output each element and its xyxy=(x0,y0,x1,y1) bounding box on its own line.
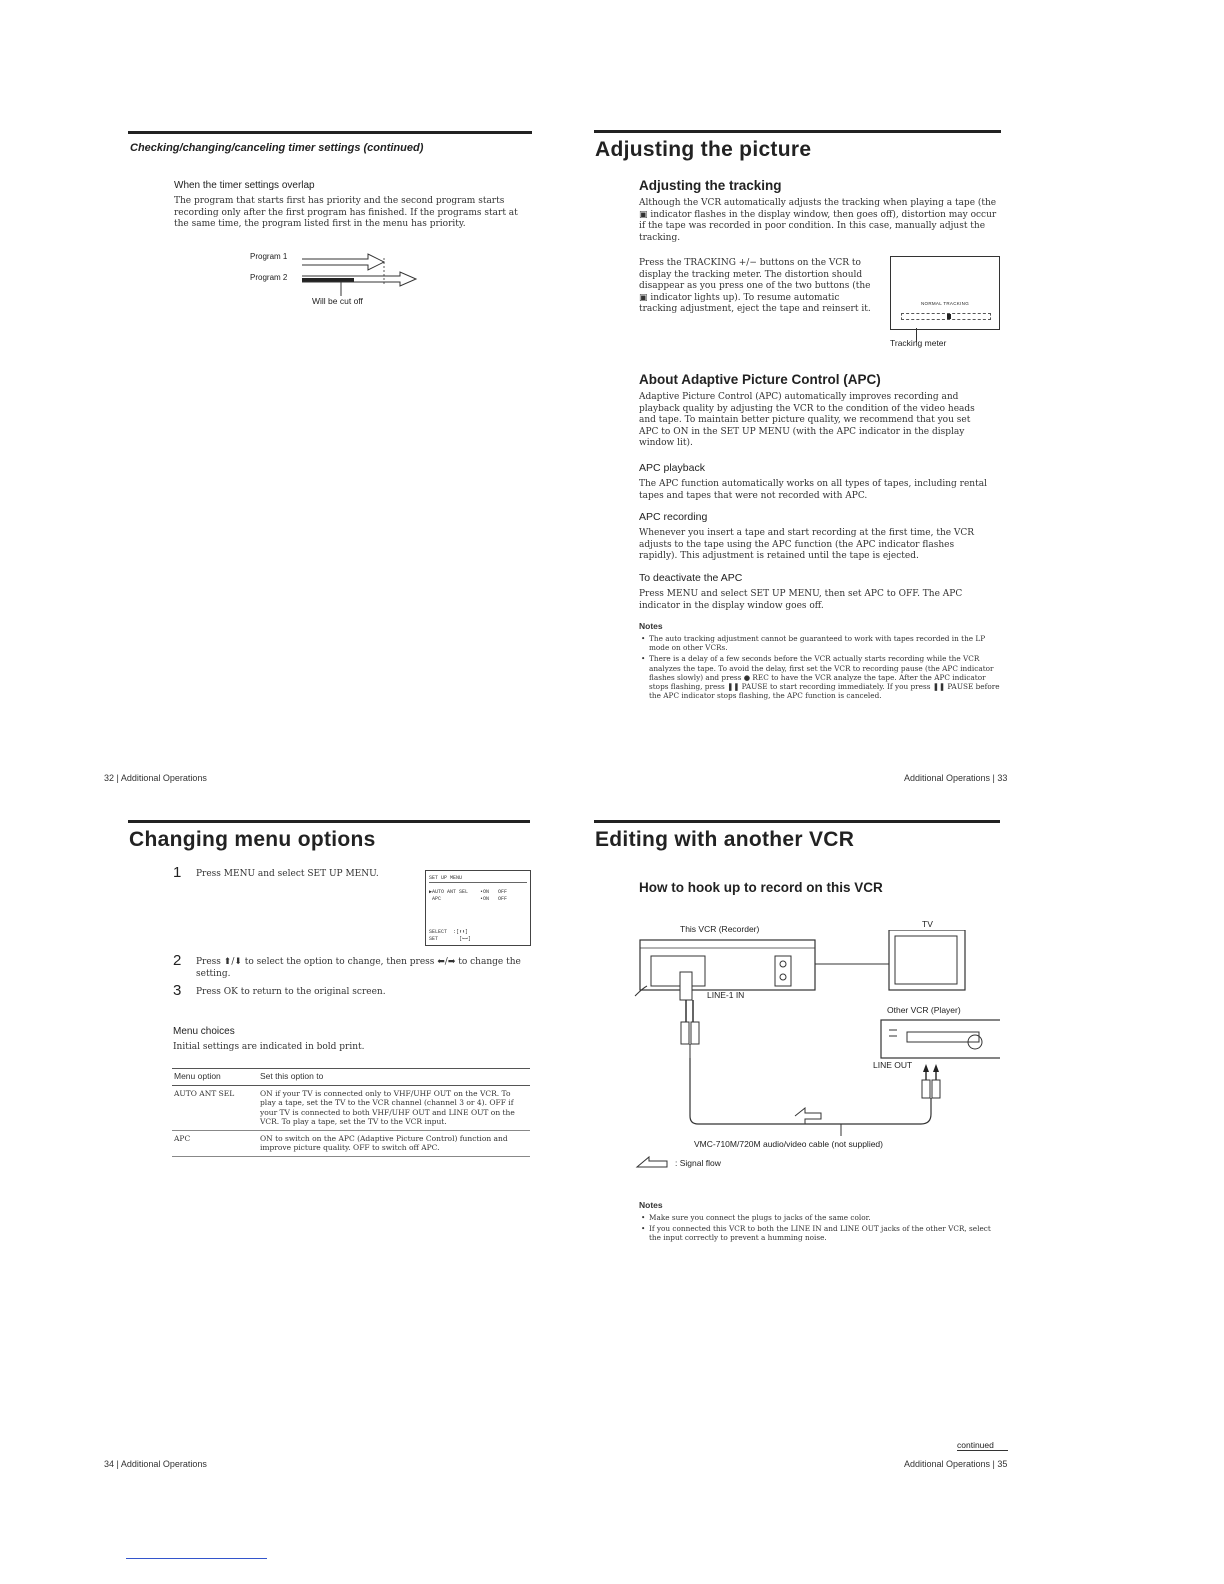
line-out-plugs xyxy=(922,1064,940,1098)
p33-apc-recording-heading: APC recording xyxy=(639,511,708,523)
p35-title: Editing with another VCR xyxy=(595,828,855,851)
table-cell-option: APC xyxy=(172,1130,258,1156)
p33-apc-text: Adaptive Picture Control (APC) automatically improves recording and playback quality by adjusting the VCR to the condition of the video heads and tape. To maintain better picture quality, we recommend that you set APC to ON in the SET UP MENU (with the APC indicator in the display window lit). xyxy=(639,392,975,448)
p34-title-rule xyxy=(128,820,530,823)
signal-flow-legend-icon xyxy=(635,1155,669,1169)
table-header-option: Menu option xyxy=(172,1069,258,1086)
line-in-plugs xyxy=(680,972,699,1058)
tracking-meter-display xyxy=(890,256,1000,330)
p34-menu-choices-text: Initial settings are indicated in bold print. xyxy=(173,1042,365,1052)
p35-other-vcr-label: Other VCR (Player) xyxy=(887,1005,961,1015)
p35-note-2: • If you connected this VCR to both the LINE IN and LINE OUT jacks of the other VCR, select the input correctly to prevent a humming noise. xyxy=(649,1224,997,1242)
p33-meter-caption: Tracking meter xyxy=(890,338,947,348)
p32-program2-label: Program 2 xyxy=(250,273,288,282)
p34-step1-text: Press MENU and select SET UP MENU. xyxy=(196,869,379,879)
p33-title: Adjusting the picture xyxy=(595,138,812,161)
menu-options-table xyxy=(172,1068,530,1157)
p35-signal-flow-label: : Signal flow xyxy=(675,1158,721,1168)
p33-deactivate-heading: To deactivate the APC xyxy=(639,572,743,584)
p33-notes-list xyxy=(641,634,1001,702)
p33-tracking-text2: Press the TRACKING +/− buttons on the VCR to display the tracking meter. The distortion should disappear as you press one of the two buttons (the ▣ indicator lights up). To resume automatic tracking adjustment, eject the tape and reinsert it. xyxy=(639,258,871,314)
p35-line-out-label: LINE OUT xyxy=(873,1060,913,1070)
signal-flow-arrow xyxy=(795,1108,821,1124)
tracking-meter-bar xyxy=(901,313,991,320)
table-row xyxy=(172,1130,530,1156)
p33-note-2: • There is a delay of a few seconds before the VCR actually starts recording while the VCR analyzes the tape. To avoid the delay, first set the VCR to recording pause (the APC indicator flashes slowly) and press ● REC to have the VCR analyze the tape. After the APC indicator stops flashing, press ❚❚ PAUSE to start recording immediately. If you press ❚❚ PAUSE before the APC indicator stops flashing, the APC function is canceled. xyxy=(649,654,1001,700)
p35-vcr-label: This VCR (Recorder) xyxy=(680,924,760,934)
p35-notes-title: Notes xyxy=(639,1200,663,1210)
p33-deactivate-text: Press MENU and select SET UP MENU, then set APC to OFF. The APC indicator in the display window goes off. xyxy=(639,589,963,611)
p33-apc-playback-text: The APC function automatically works on all types of tapes, including rental tapes and tapes that were not recorded with APC. xyxy=(639,479,987,501)
hookup-diagram xyxy=(625,930,1000,1140)
p34-title: Changing menu options xyxy=(129,828,376,851)
table-header-setting: Set this option to xyxy=(258,1069,530,1086)
p33-apc-recording-text: Whenever you insert a tape and start recording at the first time, the VCR adjusts to the tape using the APC function (the APC indicator flashes rapidly). This adjustment is retained until the tape is ejected. xyxy=(639,528,975,561)
p34-menu-choices-heading: Menu choices xyxy=(173,1026,235,1037)
p33-apc-playback-heading: APC playback xyxy=(639,462,705,474)
tracking-meter-marker xyxy=(947,314,951,319)
p32-program1-label: Program 1 xyxy=(250,252,288,261)
p33-tracking-heading: Adjusting the tracking xyxy=(639,178,782,193)
p35-footer: Additional Operations | 35 xyxy=(904,1459,1008,1469)
p32-footer: 32 | Additional Operations xyxy=(104,773,207,783)
player-vcr xyxy=(881,1020,1000,1058)
p35-tv-label: TV xyxy=(922,919,933,929)
setup-menu-screen xyxy=(425,870,531,946)
screen-title: SET UP MENU xyxy=(429,875,463,881)
tracking-meter-label: NORMAL TRACKING xyxy=(920,301,969,306)
screen-row-apc: APC •ON OFF xyxy=(429,896,508,902)
p34-step3-number: 3 xyxy=(173,982,182,999)
p35-title-rule xyxy=(594,820,1000,823)
screen-row-auto-ant: ▶AUTO ANT SEL •ON OFF xyxy=(429,889,508,895)
p35-line-in-label: LINE-1 IN xyxy=(707,990,745,1000)
p35-continued: continued xyxy=(957,1440,1008,1451)
program1-arrow xyxy=(302,254,384,270)
table-cell-setting: ON to switch on the APC (Adaptive Picture Control) function and improve picture quality. OFF to switch off APC. xyxy=(258,1130,530,1156)
screen-set-hint: SET [⬅➡] xyxy=(429,936,472,942)
screen-title-underline xyxy=(429,882,527,883)
p32-header-rule xyxy=(128,131,532,134)
p32-running-header: Checking/changing/canceling timer settings (continued) xyxy=(130,142,424,154)
p33-notes-title: Notes xyxy=(639,621,663,631)
p35-note-1: • Make sure you connect the plugs to jacks of the same color. xyxy=(649,1213,997,1222)
p33-note-1: • The auto tracking adjustment cannot be guaranteed to work with tapes recorded in the LP mode on other VCRs. xyxy=(649,634,1001,652)
cutoff-bar xyxy=(302,278,354,282)
p34-step2-text: Press ⬆/⬇ to select the option to change, then press ⬅/➡ to change the setting. xyxy=(196,957,521,979)
p34-footer: 34 | Additional Operations xyxy=(104,1459,207,1469)
table-cell-setting: ON if your TV is connected only to VHF/UHF OUT on the VCR. To play a tape, set the TV to the VCR channel (channel 3 or 4). OFF if your TV is connected to both VHF/UHF OUT and LINE OUT on the VCR. To play a tape, set the TV to the VCR input. xyxy=(258,1085,530,1130)
p34-step2-number: 2 xyxy=(173,952,182,969)
bottom-link-underline xyxy=(126,1558,267,1559)
p33-footer: Additional Operations | 33 xyxy=(904,773,1008,783)
p33-title-rule xyxy=(594,130,1001,133)
p33-tracking-text1: Although the VCR automatically adjusts the tracking when playing a tape (the ▣ indicator flashes in the display window, then goes off), distortion may occur if the tape was recorded in poor condition. In this case, manually adjust the tracking. xyxy=(639,198,997,243)
p34-step3-text: Press OK to return to the original screen. xyxy=(196,987,386,997)
tv-set xyxy=(815,930,965,990)
p32-overlap-title: When the timer settings overlap xyxy=(174,180,315,191)
table-header-row xyxy=(172,1069,530,1086)
p33-apc-heading: About Adaptive Picture Control (APC) xyxy=(639,372,881,387)
p34-step1-number: 1 xyxy=(173,864,182,881)
p32-overlap-diagram xyxy=(300,248,420,298)
p32-overlap-text: The program that starts first has priority and the second program starts recording only after the first program has finished. If the programs start at the same time, the program listed first in the menu has priority. xyxy=(174,196,518,229)
p35-notes-list xyxy=(641,1213,997,1245)
p35-subheading: How to hook up to record on this VCR xyxy=(639,880,883,895)
screen-select-hint: SELECT :[⬆⬇] xyxy=(429,929,469,935)
table-row xyxy=(172,1085,530,1130)
table-cell-option: AUTO ANT SEL xyxy=(172,1085,258,1130)
p35-cable-label: VMC-710M/720M audio/video cable (not supplied) xyxy=(694,1139,883,1149)
p32-cutoff-label: Will be cut off xyxy=(312,296,363,306)
recorder-vcr xyxy=(635,940,815,996)
